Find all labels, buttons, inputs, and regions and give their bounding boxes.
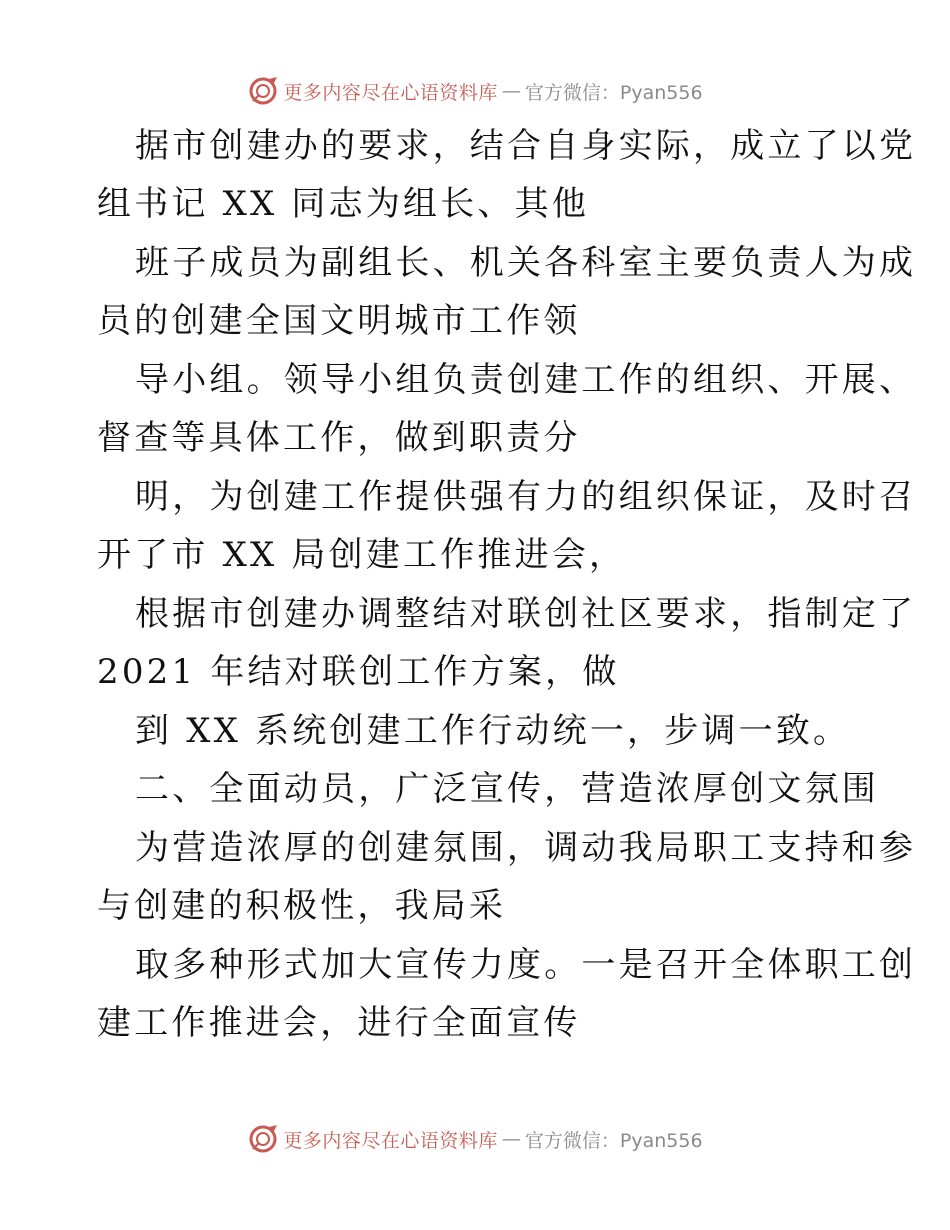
banner-title: 更多内容尽在心语资料库: [283, 1129, 498, 1152]
body-line: 组书记 XX 同志为组长、其他: [97, 184, 590, 224]
body-line: 班子成员为副组长、机关各科室主要负责人为成: [135, 243, 917, 283]
body-line: 督查等具体工作，做到职责分: [97, 418, 581, 458]
banner-wechat: 官方微信：Pyan556: [524, 1129, 703, 1152]
body-line: 明，为创建工作提供强有力的组织保证，及时召: [135, 477, 917, 517]
body-line: 与创建的积极性，我局采: [97, 886, 507, 926]
body-line: 根据市创建办调整结对联创社区要求，指制定了: [135, 594, 917, 634]
body-line: 为营造浓厚的创建氛围，调动我局职工支持和参: [135, 828, 917, 868]
body-line: 取多种形式加大宣传力度。一是召开全体职工创: [135, 945, 917, 985]
footer-banner: [0, 1122, 950, 1156]
pen-circle-logo-icon: [247, 75, 279, 107]
body-line: 员的创建全国文明城市工作领: [97, 301, 581, 341]
body-line: 导小组。领导小组负责创建工作的组织、开展、: [135, 360, 917, 400]
body-line: 据市创建办的要求，结合自身实际，成立了以党: [135, 126, 917, 166]
banner-wechat: 官方微信：Pyan556: [524, 81, 703, 104]
body-line: 2021 年结对联创工作方案，做: [97, 652, 620, 692]
banner-separator: —: [501, 1128, 521, 1150]
body-line: 开了市 XX 局创建工作推进会，: [97, 535, 627, 575]
header-banner: [0, 74, 950, 108]
body-line: 建工作推进会，进行全面宣传: [97, 1003, 581, 1043]
banner-separator: —: [501, 80, 521, 102]
section-heading: 二、全面动员，广泛宣传，营造浓厚创文氛围: [135, 769, 879, 809]
banner-title: 更多内容尽在心语资料库: [283, 81, 498, 104]
body-line: 到 XX 系统创建工作行动统一，步调一致。: [135, 711, 851, 751]
pen-circle-logo-icon: [247, 1123, 279, 1155]
